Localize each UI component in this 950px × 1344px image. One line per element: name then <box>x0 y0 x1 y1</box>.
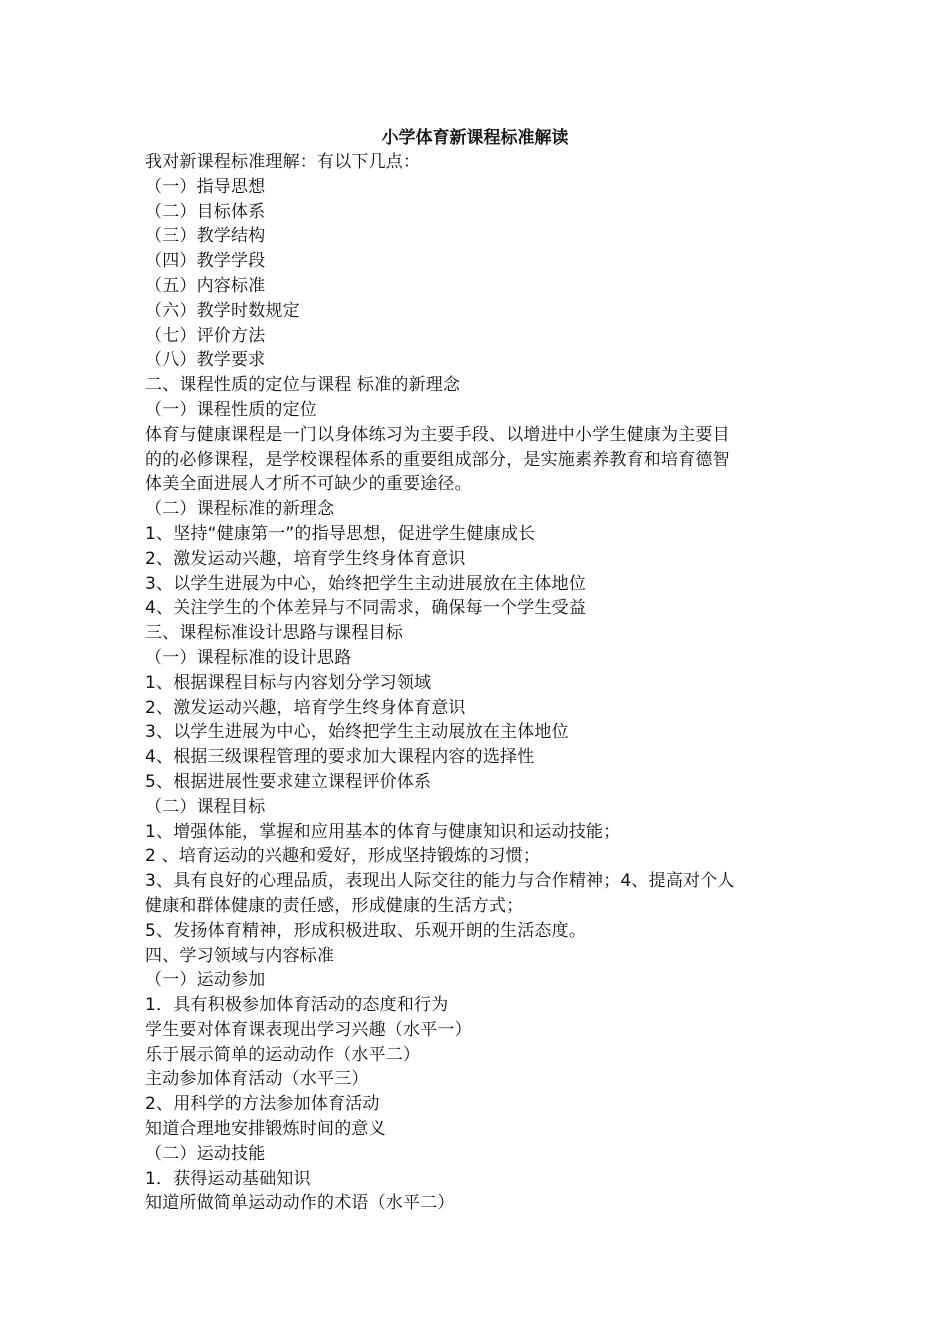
text-line: （二）运动技能 <box>145 1143 266 1164</box>
text-line: 3、具有良好的心理品质，表现出人际交往的能力与合作精神；4、提高对个人 <box>145 871 735 892</box>
text-line: 1、坚持“健康第一”的指导思想，促进学生健康成长 <box>145 523 536 544</box>
text-line: 2、激发运动兴趣，培育学生终身体育意识 <box>145 548 466 569</box>
text-line: （八）教学要求 <box>145 350 266 371</box>
text-line: （二）目标体系 <box>145 201 266 222</box>
text-line: 3、以学生进展为中心，始终把学生主动展放在主体地位 <box>145 722 569 743</box>
text-line: （五）内容标准 <box>145 275 266 296</box>
text-line: 体美全面进展人才所不可缺少的重要途径。 <box>145 474 472 495</box>
text-line: 2 、培育运动的兴趣和爱好，形成坚持锻炼的习惯； <box>145 846 541 867</box>
text-line: 我对新课程标准理解：有以下几点： <box>145 152 421 172</box>
text-line: 知道合理地安排锻炼时间的意义 <box>145 1119 386 1140</box>
text-line: 5、发扬体育精神，形成积极进取、乐观开朗的生活态度。 <box>145 920 587 941</box>
text-line: 的的必修课程，是学校课程体系的重要组成部分，是实施素养教育和培育德智 <box>145 449 730 470</box>
text-line: 1．获得运动基础知识 <box>145 1168 311 1189</box>
text-line: （六）教学时数规定 <box>145 300 300 321</box>
text-line: （二）课程标准的新理念 <box>145 499 335 520</box>
text-line: 2、激发运动兴趣，培育学生终身体育意识 <box>145 697 466 718</box>
text-line: （一）指导思想 <box>145 176 266 197</box>
text-line: （四）教学学段 <box>145 251 266 272</box>
text-line: （一）课程性质的定位 <box>145 399 317 420</box>
text-line: 二、课程性质的定位与课程 标准的新理念 <box>145 375 461 396</box>
text-line: 4、根据三级课程管理的要求加大课程内容的选择性 <box>145 747 535 768</box>
text-line: （三）教学结构 <box>145 226 266 247</box>
text-line: 主动参加体育活动（水平三） <box>145 1069 369 1090</box>
text-line: （一）运动参加 <box>145 970 266 991</box>
text-line: （一）课程标准的设计思路 <box>145 647 352 668</box>
text-line: （七）评价方法 <box>145 325 266 346</box>
text-line: 知道所做简单运动动作的术语（水平二） <box>145 1193 455 1214</box>
text-line: 4、关注学生的个体差异与不同需求，确保每一个学生受益 <box>145 598 587 619</box>
text-line: 3、以学生进展为中心，始终把学生主动进展放在主体地位 <box>145 573 587 594</box>
text-line: 健康和群体健康的责任感，形成健康的生活方式； <box>145 895 524 916</box>
text-line: 学生要对体育课表现出学习兴趣（水平一） <box>145 1019 472 1040</box>
document-title: 小学体育新课程标准解读 <box>381 128 569 148</box>
text-line: 体育与健康课程是一门以身体练习为主要手段、以增进中小学生健康为主要目 <box>145 424 730 445</box>
text-line: （二）课程目标 <box>145 796 266 817</box>
document-body <box>145 150 825 1216</box>
text-line: 1、增强体能，掌握和应用基本的体育与健康知识和运动技能； <box>145 821 621 842</box>
text-line: 2、用科学的方法参加体育活动 <box>145 1094 380 1115</box>
text-line: 三、课程标准设计思路与课程目标 <box>145 623 403 644</box>
text-line: 5、根据进展性要求建立课程评价体系 <box>145 771 432 792</box>
text-line: 乐于展示简单的运动动作（水平二） <box>145 1044 421 1065</box>
text-line: 四、学习领域与内容标准 <box>145 945 335 966</box>
text-line: 1、根据课程目标与内容划分学习领域 <box>145 672 432 693</box>
text-line: 1．具有积极参加体育活动的态度和行为 <box>145 995 449 1016</box>
